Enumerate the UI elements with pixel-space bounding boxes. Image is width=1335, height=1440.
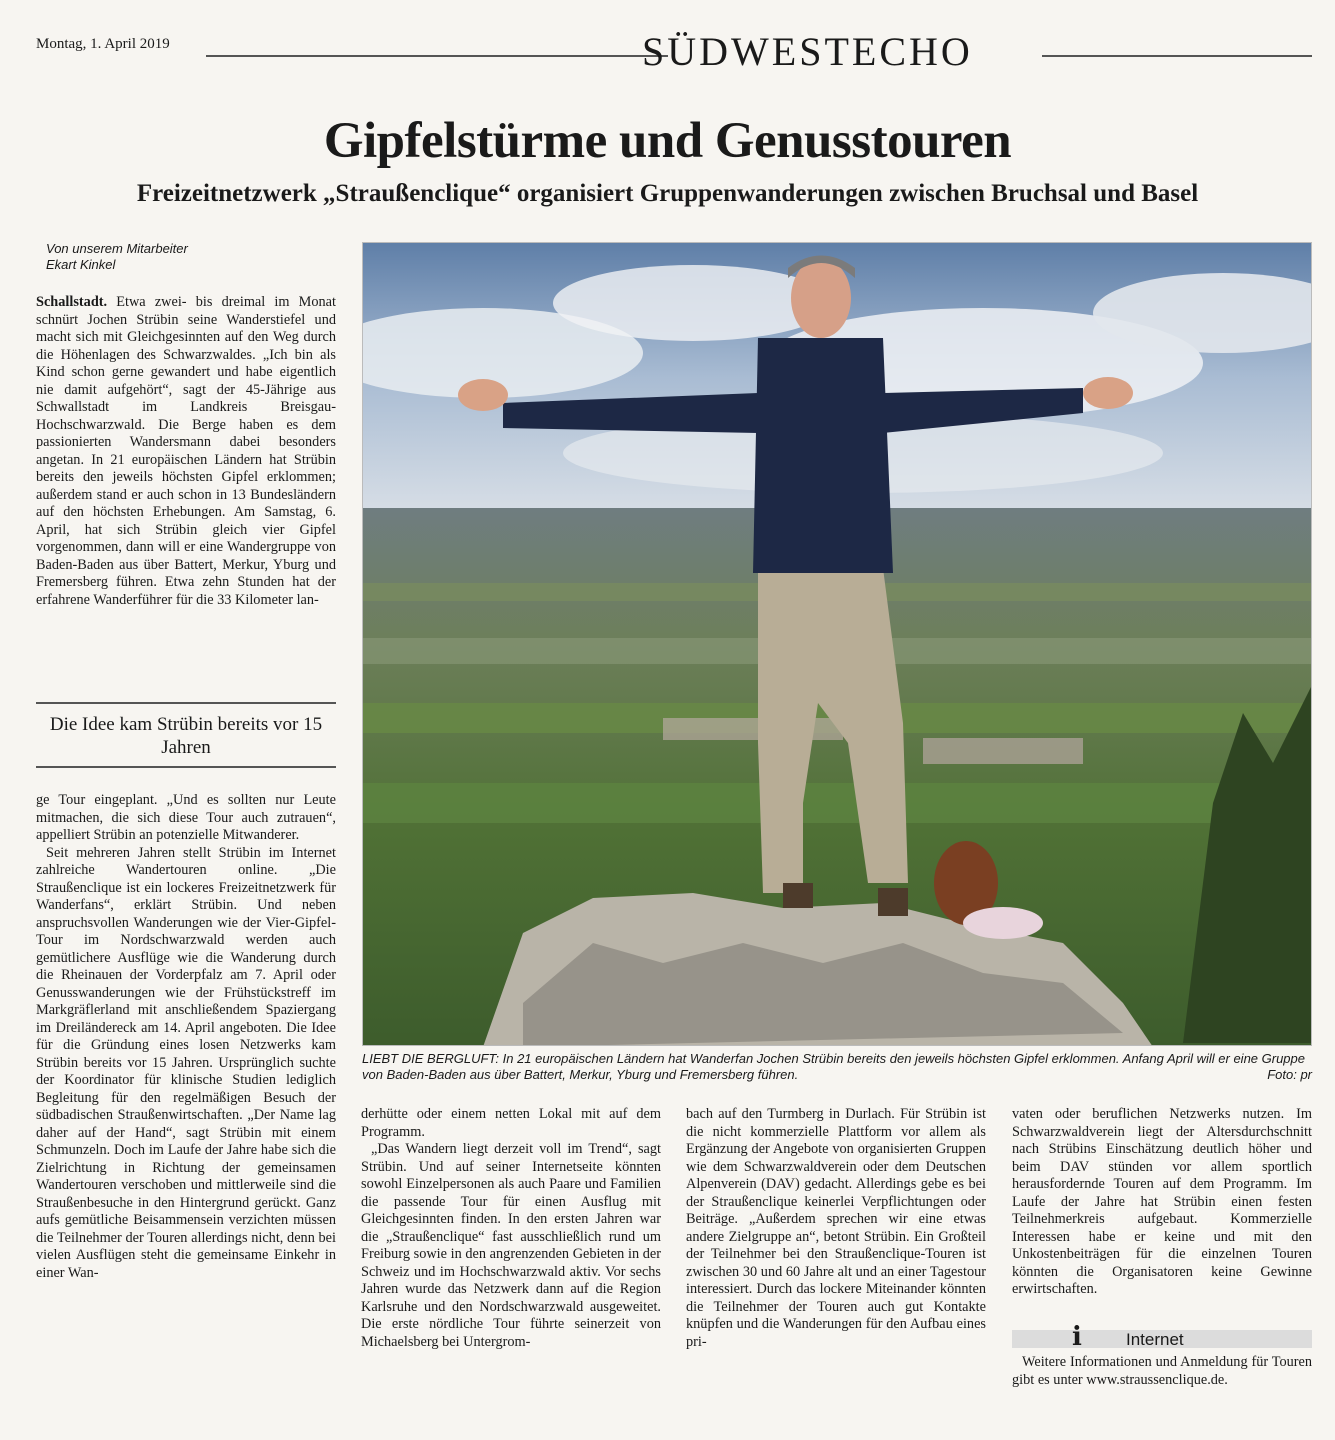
paragraph: Seit mehreren Jahren stellt Strübin im Internet zahlreiche Wandertouren online. „Die Straußenclique ist ein lockeres Freizeitnetzwerk für Wanderfans“, erklärt Strübin. Und neben anspruchsvollen Wanderungen wie der Vier-Gipfel-Tour im Nordschwarzwald werden auch gemütlichere Ausflüge wie die Wanderung durch die Rheinauen der Vorderpfalz am 7. April oder Genusswanderungen wie der Frühstückstreff im Markgräflerland mit anschließendem Spaziergang im Dreiländereck am 14. April angeboten. Die Idee für die Gründung eines losen Netzwerks kam Strübin bereits vor 15 Jahren. Ursprünglich suchte der Koordinator für klinische Studien lediglich Begleitung für den regelmäßigen Besuch der südbadischen Straußenwirtschaften. „Der Name lag daher auf der Hand“, sagt Strübin mit einem Schmunzeln. Doch im Laufe der Jahre habe sich die Zielrichtung in Richtung der gemeinsamen Wandertouren verschoben und mittlerweile sind die Straußenbesuche in den Hintergrund gerückt. Ganz aufs gemütliche Beisammensein verzichten müssen die Teilnehmer der Touren allerdings nicht, denn bei vielen Ausflügen steht die gemeinsame Einkehr in einer Wan- <box>36 844 336 1281</box>
newspaper-name: SÜDWESTECHO <box>642 29 973 74</box>
info-icon: i <box>1072 1322 1082 1352</box>
photo-credit: Foto: pr <box>1267 1067 1312 1082</box>
byline-role: Von unserem Mitarbeiter <box>46 241 188 256</box>
info-box <box>1012 1322 1312 1389</box>
dateline: Schallstadt. <box>36 294 108 310</box>
column-1-bottom <box>36 792 336 1412</box>
photo-caption <box>362 1051 1312 1083</box>
issue-date: Montag, 1. April 2019 <box>36 36 170 52</box>
article-photo <box>362 242 1312 1046</box>
info-box-text: Weitere Informationen und Anmeldung für Touren gibt es unter www.straussenclique.de. <box>1012 1354 1312 1388</box>
article-headline: Gipfelstürme und Genusstouren <box>323 113 1012 169</box>
byline-author: Ekart Kinkel <box>46 257 116 272</box>
column-4 <box>1012 1106 1312 1299</box>
article-subheadline: Freizeitnetzwerk „Straußenclique“ organisiert Gruppenwanderungen zwischen Bruchsal und Basel <box>136 180 1199 207</box>
info-box-header <box>1012 1322 1312 1352</box>
info-box-title: Internet <box>1126 1330 1184 1349</box>
paragraph: bach auf den Turmberg in Durlach. Für Strübin ist die nicht kommerzielle Plattform vor allem als Ergänzung der Angebote von organisierten Gruppen wie dem Schwarzwaldverein oder dem Deutschen Alpenverein (DAV) gedacht. Allerdings gebe es bei der Straußenclique keinerlei Verpflichtungen oder Beiträge. „Außerdem sprechen wir eine etwas andere Zielgruppe an“, betont Strübin. Ein Großteil der Teilnehmer bei den Straußenclique-Touren ist zwischen 30 und 60 Jahre alt und an einer Tagestour interessiert. Durch das lockere Miteinander könnten die Teilnehmer der Touren auch gut Kontakte knüpfen und die Wanderungen für den Aufbau eines pri- <box>686 1106 986 1350</box>
byline <box>46 241 188 273</box>
paragraph-text: Etwa zwei- bis dreimal im Monat schnürt Jochen Strübin seine Wanderstiefel und macht sich mit Gleichgesinnten auf den Weg durch die Höhenlagen des Schwarzwaldes. „Ich bin als Kind schon gerne gewandert und habe eigentlich nie damit aufgehört“, sagt der 45-Jährige aus Schwallstadt im Landkreis Breisgau-Hochschwarzwald. Die Berge haben es dem passionierten Wandersmann dabei besonders angetan. In 21 europäischen Ländern hat Strübin bereits den jeweils höchsten Gipfel erklommen; außerdem stand er auch schon in 13 Bundesländern auf den höchsten Erhebungen. Am Samstag, 6. April, hat sich Strübin gleich vier Gipfel vorgenommen, dann will er eine Wandergruppe von Baden-Baden aus über Battert, Merkur, Yburg und Fremersberg führen. Etwa zehn Stunden hat der erfahrene Wanderführer für die 33 Kilometer lan- <box>36 294 337 608</box>
paragraph: derhütte oder einem netten Lokal mit auf dem Programm. <box>361 1106 661 1140</box>
caption-text: LIEBT DIE BERGLUFT: In 21 europäischen Ländern hat Wanderfan Jochen Strübin bereits den jeweils höchsten Gipfel erklommen. Anfang April will er eine Gruppe von Baden-Baden aus über Battert, Merkur, Yburg und Fremersberg führen. <box>362 1051 1305 1082</box>
pull-quote: Die Idee kam Strübin bereits vor 15 Jahren <box>36 702 336 768</box>
masthead-rule-right <box>1042 55 1312 57</box>
masthead-rule-left <box>206 55 668 57</box>
column-3 <box>686 1106 986 1351</box>
paragraph: ge Tour eingeplant. „Und es sollten nur Leute mitmachen, die sich diese Tour auch zutrauen“, appelliert Strübin an potenzielle Mitwanderer. <box>36 792 336 843</box>
paragraph: vaten oder beruflichen Netzwerks nutzen. Im Schwarzwaldverein liegt der Altersdurchschnitt nach Strübins Einschätzung deutlich höher und beim DAV stünden vor allem sportlich herausfordernde Touren auf dem Programm. Im Laufe der Jahre hat Strübin einen festen Teilnehmerkreis aufgebaut. Kommerzielle Interessen habe er keine und mit den Unkostenbeiträgen für die einzelnen Touren könnten die Organisatoren keine Gewinne erwirtschaften. <box>1012 1106 1312 1297</box>
hiker-photo-illustration <box>363 243 1312 1046</box>
paragraph: „Das Wandern liegt derzeit voll im Trend“, sagt Strübin. Und auf seiner Internetseite könnten sowohl Einzelpersonen als auch Paare und Familien die passende Tour für einen Ausflug mit Gleichgesinnten finden. In den ersten Jahren war die „Straußenclique“ fast ausschließlich rund um Freiburg sowie in den angrenzenden Gebieten in der Schweiz und im Hochschwarzwald aktiv. Vor sechs Jahren wurde das Netzwerk dann auf die Region Karlsruhe und den Nordschwarzwald ausgeweitet. Die erste nördliche Tour führte seinerzeit von Michaelsberg bei Untergrom- <box>361 1141 661 1350</box>
masthead <box>36 28 1312 78</box>
column-1-top <box>36 294 336 609</box>
column-2 <box>361 1106 661 1351</box>
paragraph <box>36 294 336 609</box>
